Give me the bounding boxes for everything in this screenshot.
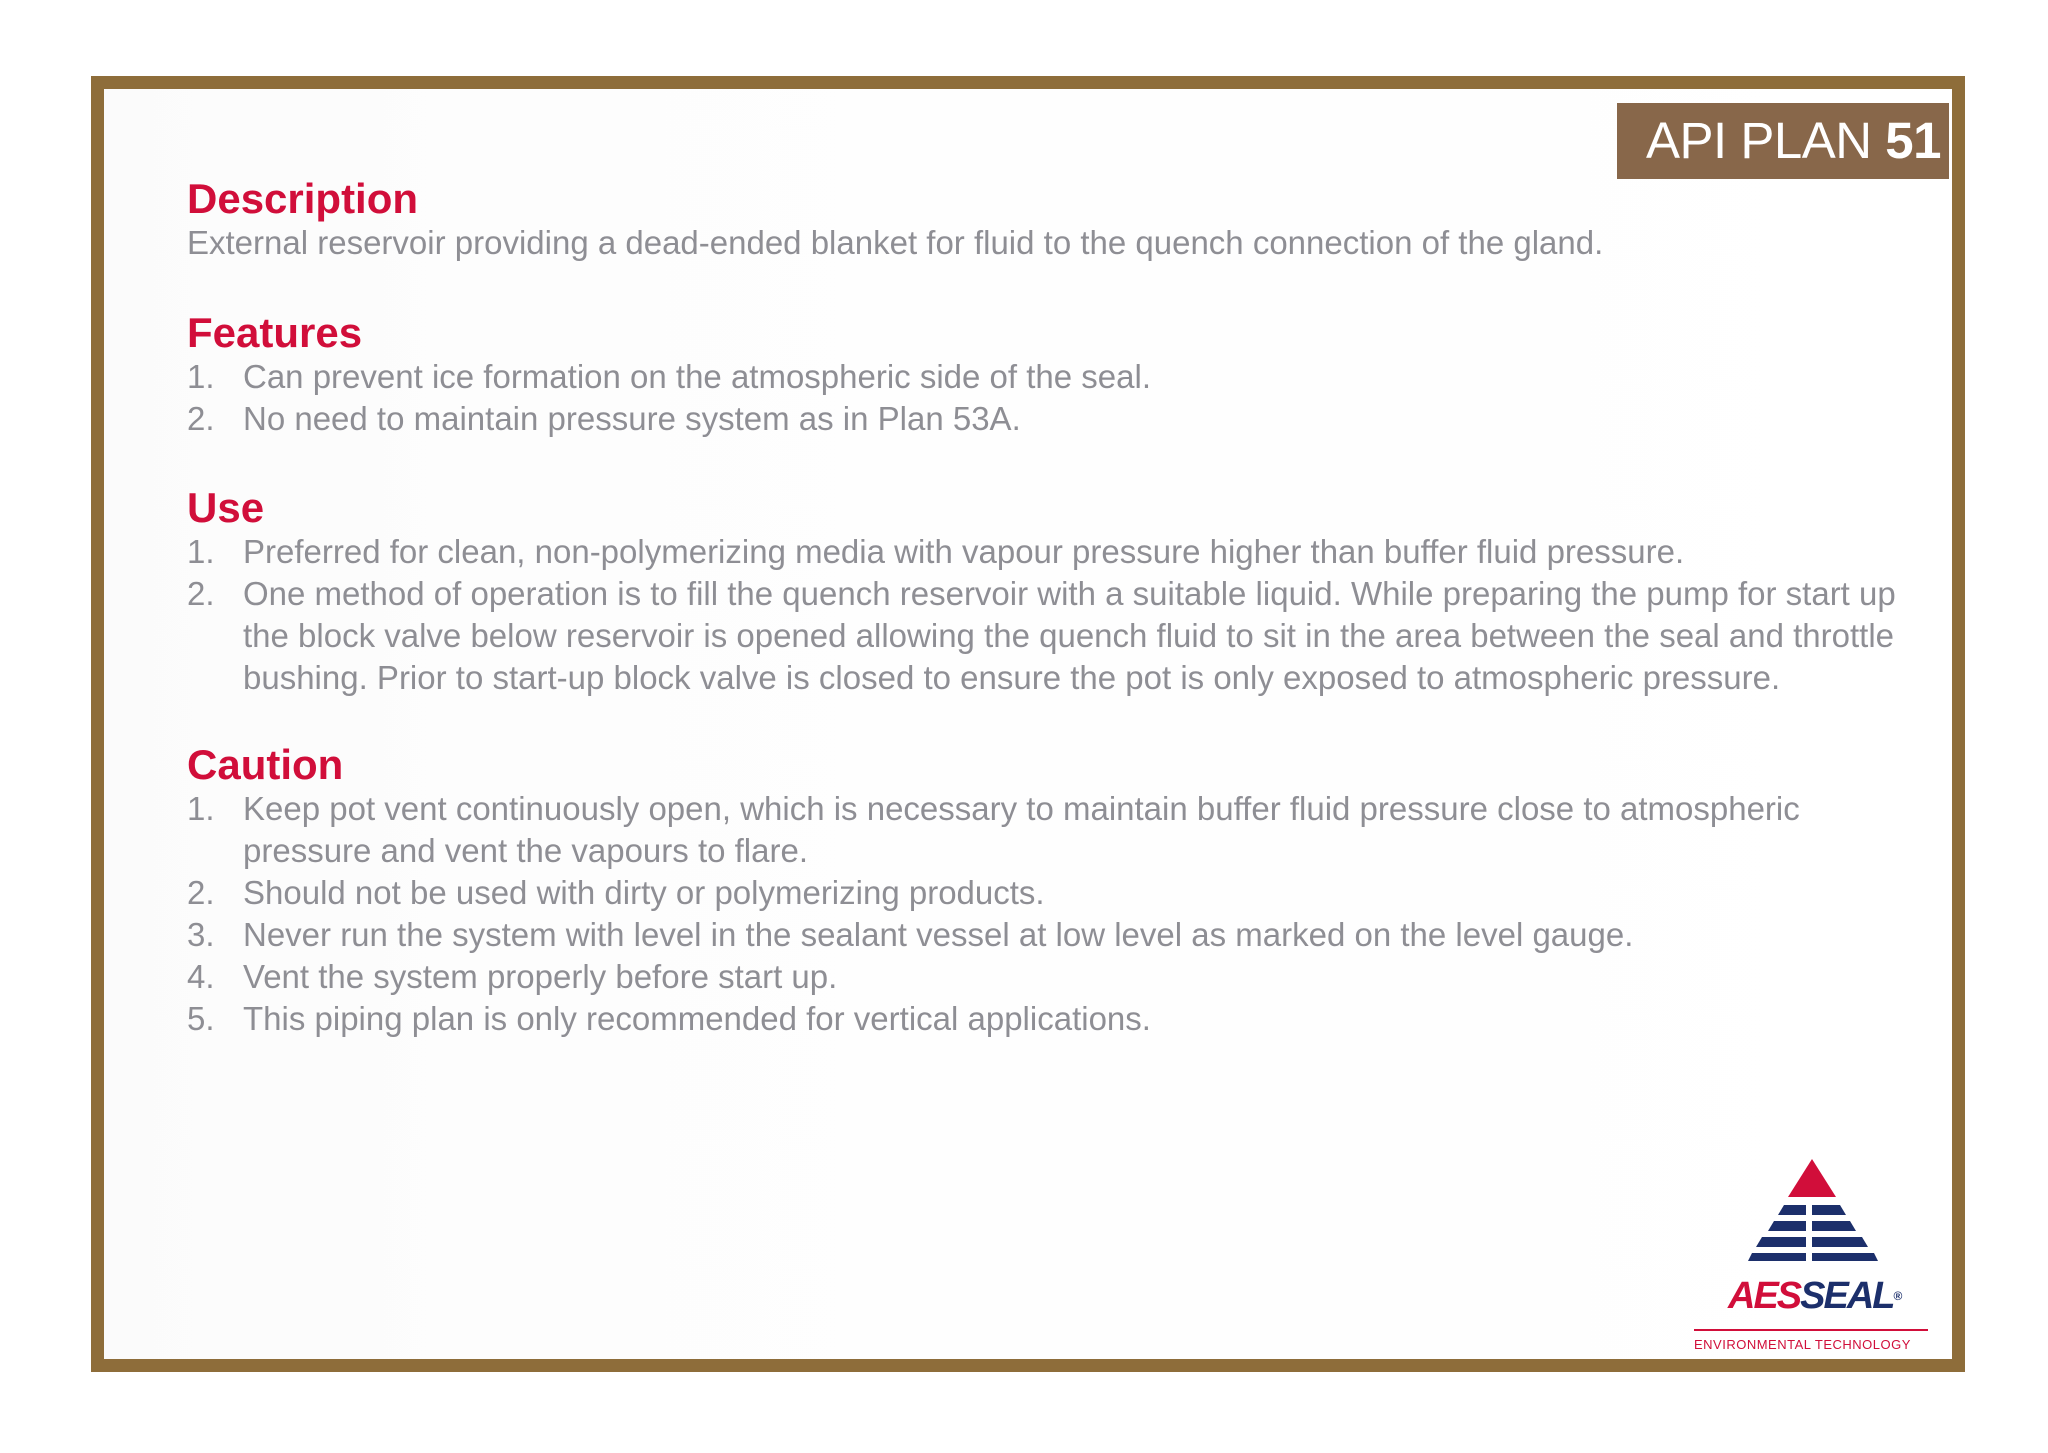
caution-heading: Caution	[187, 741, 344, 788]
list-item-text: Can prevent ice formation on the atmospheric side of the seal.	[243, 358, 1151, 395]
list-item	[187, 998, 1907, 1040]
use-list	[187, 531, 1907, 699]
aesseal-logo	[1688, 1155, 1928, 1355]
plan-tag-prefix: API PLAN	[1645, 112, 1886, 169]
document-frame	[91, 76, 1965, 1372]
list-item-number: 1.	[187, 358, 215, 395]
list-item-number: 2.	[187, 874, 215, 911]
list-item-text: Vent the system properly before start up.	[243, 958, 838, 995]
features-list	[187, 356, 1907, 440]
caution-list	[187, 788, 1907, 1040]
list-item-number: 1.	[187, 533, 215, 570]
caution-section	[187, 742, 1907, 1040]
use-section	[187, 485, 1907, 699]
logo-divider	[1694, 1329, 1928, 1331]
features-heading: Features	[187, 309, 363, 356]
list-item-text: Preferred for clean, non-polymerizing media with vapour pressure higher than buffer fluid pressure.	[243, 533, 1685, 570]
description-section	[187, 176, 1907, 264]
list-item	[187, 956, 1907, 998]
features-section	[187, 310, 1907, 440]
list-item-text: One method of operation is to fill the quench reservoir with a suitable liquid. While preparing the pump for start up the block valve below reservoir is opened allowing the quench fluid to sit in the area between the seal and throttle bushing. Prior to start-up block valve is closed to ensure the pot is only exposed to atmospheric pressure.	[243, 575, 1896, 696]
plan-tag	[1617, 103, 1949, 179]
list-item	[187, 573, 1907, 699]
list-item	[187, 398, 1907, 440]
description-heading: Description	[187, 175, 419, 222]
list-item	[187, 788, 1907, 872]
list-item	[187, 356, 1907, 398]
use-heading: Use	[187, 484, 265, 531]
logo-wordmark	[1728, 1276, 1900, 1316]
list-item-number: 5.	[187, 1000, 215, 1037]
logo-word-aes: AES	[1728, 1275, 1801, 1317]
list-item-number: 2.	[187, 575, 215, 612]
list-item-number: 4.	[187, 958, 215, 995]
list-item-text: Never run the system with level in the sealant vessel at low level as marked on the level gauge.	[243, 916, 1634, 953]
content	[187, 176, 1907, 1040]
list-item	[187, 531, 1907, 573]
list-item	[187, 914, 1907, 956]
list-item-number: 1.	[187, 790, 215, 827]
list-item-text: Should not be used with dirty or polymerizing products.	[243, 874, 1045, 911]
list-item-text: No need to maintain pressure system as in Plan 53A.	[243, 400, 1021, 437]
registered-mark: ®	[1893, 1289, 1901, 1303]
list-item-number: 2.	[187, 400, 215, 437]
description-text: External reservoir providing a dead-ended blanket for fluid to the quench connection of the gland.	[187, 224, 1604, 261]
list-item-text: This piping plan is only recommended for vertical applications.	[243, 1000, 1151, 1037]
aesseal-pyramid-icon	[1688, 1155, 1928, 1280]
logo-tagline: ENVIRONMENTAL TECHNOLOGY	[1694, 1337, 1911, 1352]
plan-tag-number: 51	[1885, 112, 1941, 169]
list-item	[187, 872, 1907, 914]
logo-word-seal: SEAL	[1800, 1275, 1894, 1317]
list-item-number: 3.	[187, 916, 215, 953]
list-item-text: Keep pot vent continuously open, which is necessary to maintain buffer fluid pressure close to atmospheric pressure and vent the vapours to flare.	[243, 790, 1800, 869]
